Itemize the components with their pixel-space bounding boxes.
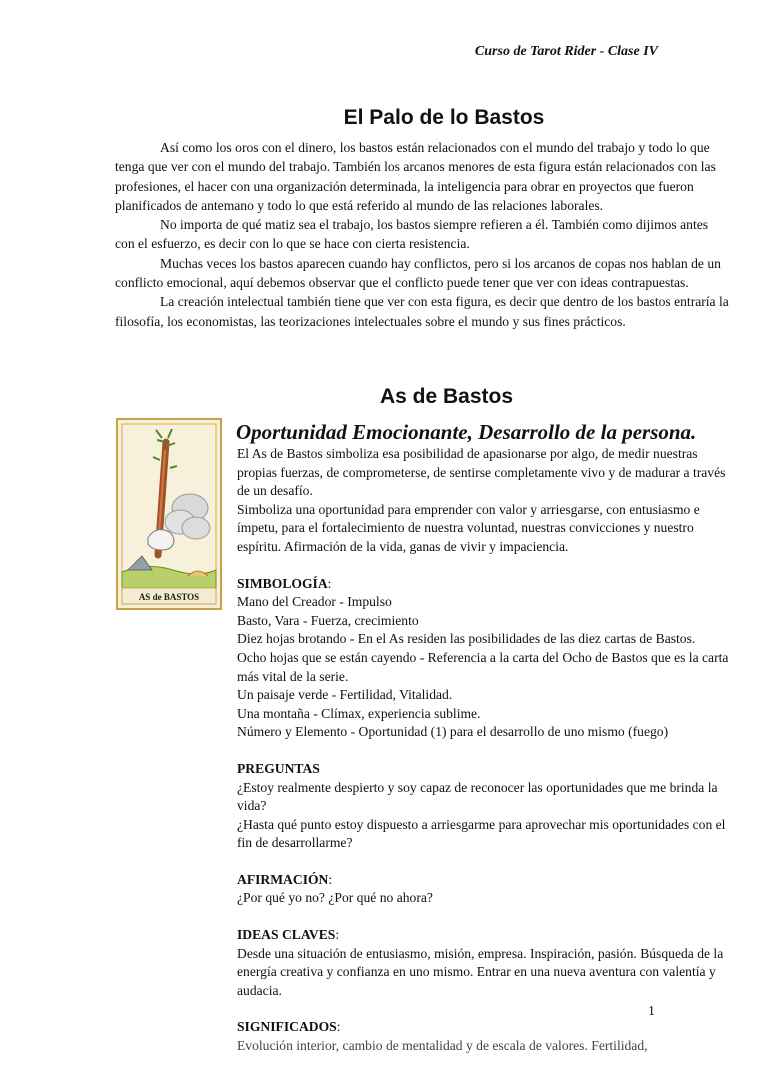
section-title: As de Bastos [379,385,514,408]
card-illustration [118,420,220,608]
simbologia-item: Basto, Vara - Fuerza, crecimiento [237,612,419,628]
page-title: El Palo de lo Bastos [343,106,545,129]
afirmacion-heading: AFIRMACIÓN [237,871,329,887]
simbologia-item: Mano del Creador - Impulso [237,594,392,610]
ace-of-wands-card-image [116,418,222,610]
preguntas-item: ¿Hasta qué punto estoy dispuesto a arriesgarme para aprovechar mis oportunidades con el fin de desarrollarme? [237,816,726,851]
simbologia-item: Ocho hojas que se están cayendo - Referencia a la carta del Ocho de Bastos que es la carta más vital de la serie. [237,649,729,684]
afirmacion-text: ¿Por qué yo no? ¿Por qué no ahora? [237,890,433,906]
ideas-heading: IDEAS CLAVES [237,927,336,943]
simbologia-item: Un paisaje verde - Fertilidad, Vitalidad. [237,687,453,703]
description-paragraph: Simboliza una oportunidad para emprender con valor y arriesgarse, con entusiasmo e ímpetu, para el fortalecimiento de nuestra voluntad, nuestras convicciones y nuestro espíritu. Afirmación de la vida, ganas de vivir y impaciencia. [237,501,700,554]
intro-paragraph: No importa de qué matiz sea el trabajo, los bastos siempre refieren a él. También como dijimos antes con el esfuerzo, es decir con lo que se hace con cierta resistencia. [115,217,709,252]
intro-paragraph: Así como los oros con el dinero, los bastos están relacionados con el mundo del trabajo y todo lo que tenga que ver con el mundo del trabajo. También los arcanos menores de esta figura están relacionados con las profesiones, el hacer con una organización determinada, la inteligencia para obrar en proyectos que fueron planificados de antemano y todo lo que está referido al mundo de las relaciones laborales. [115,140,716,213]
description-paragraph: El As de Bastos simboliza esa posibilidad de apasionarse por algo, de medir nuestras propias fuerzas, de comprometerse, de sentirse completamente vivo y de madurar a través de un desafío. [237,446,726,499]
card-subtitle: Oportunidad Emocionante, Desarrollo de la persona. [236,420,697,444]
intro-text [115,138,730,331]
running-header: Curso de Tarot Rider - Clase IV [474,44,658,59]
card-content: El As de Bastos simboliza esa posibilidad de apasionarse por algo, de medir nuestras propias fuerzas, de comprometerse, de sentirse completamente vivo y de madurar a través de un desafío. Simboliza una oportunidad para emprender con valor y arriesgarse, con entusiasmo e ímpetu, para el fortalecimiento de nuestra voluntad, nuestras convicciones y nuestro espíritu. Afirmación de la vida, ganas de vivir y impaciencia. SIMBOLOGÍA: Mano del Creador - Impulso Basto, Vara - Fuerza, crecimiento Diez hojas brotando - En el As residen las posibilidades de las diez cartas de Bastos. Ocho hojas que se están cayendo - Referencia a la carta del Ocho de Bastos que es la carta más vital de la serie. Un paisaje verde - Fertilidad, Vitalidad. Una montaña - Clímax, experiencia sublime. Número y Elemento - Oportunidad (1) para el desarrollo de uno mismo (fuego) PREGUNTAS ¿Estoy realmente despierto y soy capaz de reconocer las oportunidades que me brinda la vida? ¿Hasta qué punto estoy dispuesto a arriesgarme para aprovechar mis oportunidades con el fin de desarrollarme? AFIRMACIÓN: ¿Por qué yo no? ¿Por qué no ahora? IDEAS CLAVES: Desde una situación de entusiasmo, misión, empresa. Inspiración, pasión. Búsqueda de la energía creativa y confianza en uno mismo. Entrar en una nueva aventura con valentía y audacia. SIGNIFICADOS: Evolución interior, cambio de mentalidad y de escala de valores. Fertilidad, [237,445,734,1056]
simbologia-heading: SIMBOLOGÍA [237,575,328,591]
significados-heading: SIGNIFICADOS [237,1019,337,1035]
preguntas-heading: PREGUNTAS [237,760,320,776]
simbologia-item: Número y Elemento - Oportunidad (1) para el desarrollo de uno mismo (fuego) [237,724,669,740]
page-number: 1 [648,1004,655,1019]
ideas-text: Desde una situación de entusiasmo, misión, empresa. Inspiración, pasión. Búsqueda de la energía creativa y confianza en uno mismo. Entrar en una nueva aventura con valentía y audacia. [237,945,724,998]
simbologia-item: Diez hojas brotando - En el As residen las posibilidades de las diez cartas de Bastos. [237,631,696,647]
preguntas-item: ¿Estoy realmente despierto y soy capaz de reconocer las oportunidades que me brinda la vida? [237,779,718,814]
intro-paragraph: Muchas veces los bastos aparecen cuando hay conflictos, pero si los arcanos de copas nos hablan de un conflicto emocional, aquí debemos observar que el conflicto puede tener que ver con ideas contrapuestas. [115,255,721,291]
simbologia-item: Una montaña - Clímax, experiencia sublime. [237,705,481,721]
intro-paragraph: La creación intelectual también tiene que ver con esta figura, es decir que dentro de los bastos entraría la filosofía, los economistas, las teorizaciones intelectuales sobre el mundo y sus fines prácticos. [115,294,729,329]
card-caption: AS de BASTOS [138,592,200,602]
significados-text: Evolución interior, cambio de mentalidad y de escala de valores. Fertilidad, [237,1038,648,1054]
